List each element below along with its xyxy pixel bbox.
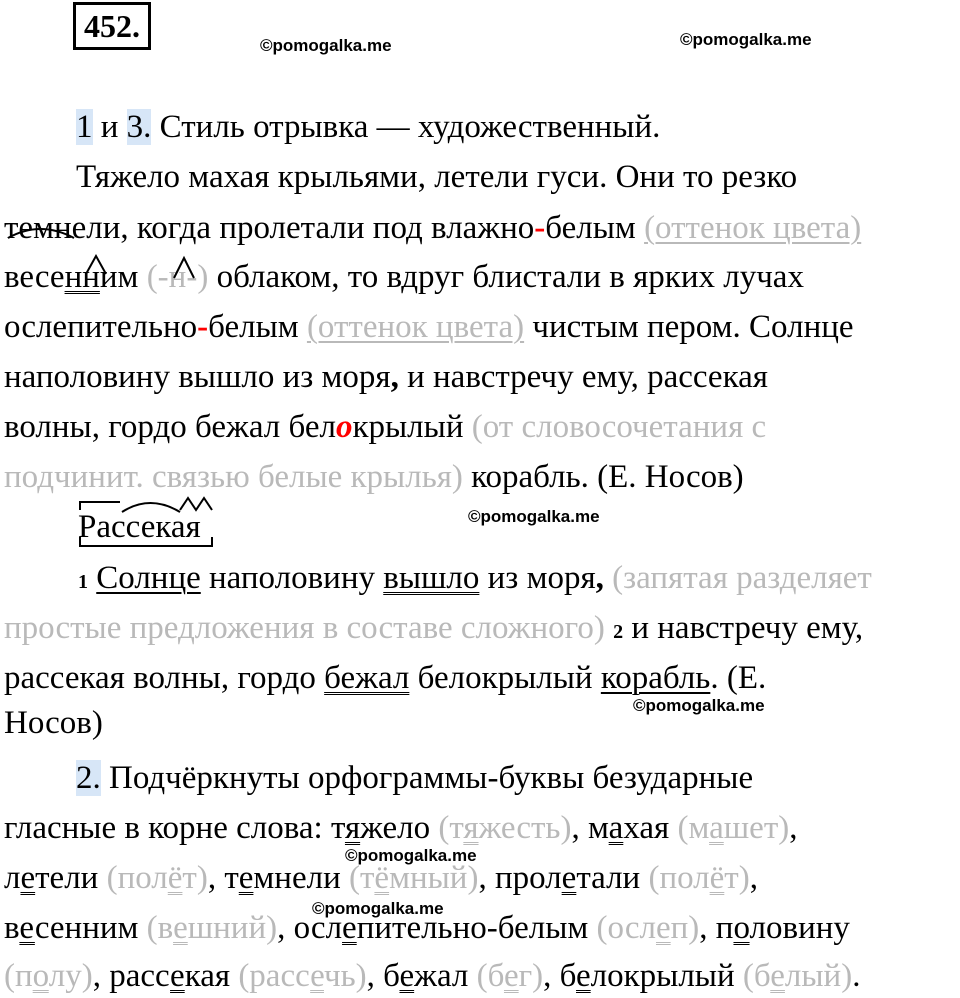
- text: весе: [4, 259, 65, 295]
- text-fragment: жесть): [478, 810, 572, 846]
- prefix-mark: [80, 502, 120, 510]
- text-fragment: е: [770, 958, 785, 994]
- text-fragment: е: [173, 910, 188, 946]
- text-fragment: (п: [4, 958, 33, 994]
- explanation: (-н-): [146, 259, 209, 295]
- syntax-line: Носов): [4, 705, 103, 741]
- text-fragment: т: [224, 860, 239, 896]
- text-fragment: ловину: [749, 910, 850, 946]
- text-fragment: я: [463, 810, 479, 846]
- task-marker: 2.: [76, 760, 101, 796]
- vowel-mark: е: [342, 910, 357, 946]
- clause-number: 2: [613, 621, 624, 643]
- text: и навстречу ему,: [623, 610, 864, 646]
- text-fragment: ё: [374, 860, 390, 896]
- text-fragment: мнели: [253, 860, 341, 896]
- comma-mark: ,: [595, 560, 604, 596]
- text-fragment: м: [587, 810, 609, 846]
- text-fragment: расс: [109, 958, 171, 994]
- text-fragment: лу): [48, 958, 93, 994]
- orthography-line: [4, 956, 860, 996]
- text-fragment: .: [852, 958, 861, 994]
- text-fragment: ,: [571, 810, 588, 846]
- text: рассекая волны, гордо: [4, 660, 325, 696]
- text: гласные в корне слова:: [4, 810, 331, 846]
- text-fragment: ,: [366, 958, 384, 994]
- syntax-line: [78, 558, 872, 602]
- root-arc: [8, 229, 74, 238]
- text: . (Е.: [710, 660, 767, 696]
- hyphen-mark: -: [534, 210, 546, 246]
- subject: корабль: [600, 660, 711, 696]
- watermark: ©pomogalka.me: [312, 899, 444, 918]
- watermark: ©pomogalka.me: [633, 696, 765, 715]
- text-fragment: а: [709, 810, 724, 846]
- text: Стиль отрывка — художественный.: [151, 109, 661, 145]
- text: им: [99, 259, 147, 295]
- text: крылый: [352, 409, 472, 445]
- text-fragment: шний): [187, 910, 278, 946]
- text: наполовину: [200, 560, 384, 596]
- text: наполовину вышло из моря: [4, 359, 391, 395]
- watermark: ©pomogalka.me: [345, 846, 477, 865]
- text-fragment: ,: [543, 958, 560, 994]
- explanation: (оттенок цвета): [644, 210, 862, 246]
- spelling-mark: нн: [64, 259, 100, 295]
- text-fragment: е: [310, 958, 324, 994]
- text-fragment: (б: [468, 958, 504, 994]
- text-fragment: т): [182, 860, 208, 896]
- explanation: (оттенок цвета): [306, 309, 525, 345]
- text-fragment: т: [330, 810, 345, 846]
- text-fragment: п: [715, 910, 734, 946]
- text-fragment: о: [32, 958, 49, 994]
- syntax-line: [4, 608, 863, 652]
- text-fragment: прол: [494, 860, 562, 896]
- text-fragment: б: [383, 958, 400, 994]
- text-fragment: е: [503, 958, 519, 994]
- text: белым: [545, 210, 645, 246]
- text-fragment: осл: [293, 910, 343, 946]
- suffix-mark: [86, 256, 106, 274]
- text-fragment: жал: [414, 958, 469, 994]
- text: чистым пером. Солнце: [524, 309, 854, 345]
- explanation: (запятая разделяет: [603, 560, 872, 596]
- vowel-mark: о: [733, 910, 750, 946]
- text-fragment: (в: [138, 910, 174, 946]
- text-fragment: в: [4, 910, 20, 946]
- text-fragment: ,: [749, 860, 758, 896]
- explanation: (от словосочетания с: [471, 409, 767, 445]
- text-fragment: лый): [784, 958, 853, 994]
- text-fragment: тели: [35, 860, 99, 896]
- text-fragment: ,: [92, 958, 110, 994]
- comma-mark: ,: [390, 359, 399, 395]
- text-fragment: ё: [167, 860, 183, 896]
- exercise-number: 452.: [73, 2, 151, 50]
- root-arc: [122, 503, 180, 512]
- text-fragment: л: [4, 860, 21, 896]
- text-fragment: (м: [669, 810, 710, 846]
- predicate: бежал: [324, 660, 410, 696]
- text-fragment: п): [670, 910, 700, 946]
- task-marker: 1: [76, 109, 93, 145]
- text: темнели, когда пролетали под влажно: [4, 210, 535, 246]
- orthography-line: [4, 808, 797, 848]
- stem-bracket: [80, 537, 212, 546]
- text: из моря: [479, 560, 596, 596]
- subject: Солнце: [96, 560, 201, 596]
- vowel-mark: е: [561, 860, 577, 896]
- text-fragment: г): [518, 958, 544, 994]
- text-fragment: ,: [789, 810, 798, 846]
- text-fragment: (пол: [640, 860, 710, 896]
- text-fragment: ,: [277, 910, 294, 946]
- text-fragment: т): [724, 860, 750, 896]
- predicate: вышло: [383, 560, 480, 596]
- watermark: ©pomogalka.me: [468, 507, 600, 526]
- text-fragment: шет): [723, 810, 790, 846]
- vowel-mark: е: [576, 958, 591, 994]
- text: белокрылый: [409, 660, 601, 696]
- text-fragment: (т: [340, 860, 375, 896]
- text-fragment: локрылый: [590, 958, 735, 994]
- task-marker: 3.: [126, 109, 152, 145]
- text: Подчёркнуты орфограммы-буквы безударные: [100, 760, 754, 796]
- text-fragment: ё: [709, 860, 725, 896]
- watermark: ©pomogalka.me: [260, 36, 392, 55]
- orthography-line: [4, 858, 758, 898]
- morphemic-parse-word: Рассекая: [78, 509, 201, 545]
- text-line: Тяжело махая крыльями, летели гуси. Они то резко: [76, 159, 798, 195]
- hyphen-mark: -: [197, 309, 209, 345]
- text-fragment: хая: [623, 810, 670, 846]
- text-fragment: (расс: [230, 958, 311, 994]
- explanation: подчинит. связью белые крылья): [4, 459, 463, 495]
- clause-number: 1: [78, 571, 88, 593]
- vowel-mark: а: [608, 810, 624, 846]
- text: и навстречу ему, рассекая: [398, 359, 768, 395]
- text-fragment: сенним: [34, 910, 139, 946]
- text-fragment: (б: [734, 958, 771, 994]
- vowel-mark: я: [344, 810, 361, 846]
- suffix-mark: [174, 258, 194, 278]
- text-fragment: (осл: [588, 910, 656, 946]
- vowel-mark: е: [399, 958, 415, 994]
- vowel-mark: е: [170, 958, 185, 994]
- orthography-line: [4, 908, 850, 948]
- watermark: ©pomogalka.me: [680, 30, 812, 49]
- answer-paragraph-2: [76, 758, 753, 798]
- text: ослепительно: [4, 309, 198, 345]
- text-fragment: кая: [184, 958, 231, 994]
- connecting-vowel: о: [335, 409, 353, 445]
- explanation: простые предложения в составе сложного): [4, 610, 605, 646]
- text-fragment: чь): [323, 958, 367, 994]
- text-fragment: (пол: [98, 860, 168, 896]
- text: волны, гордо бежал бел: [4, 409, 336, 445]
- suffix-mark: [180, 498, 212, 510]
- text-fragment: е: [655, 910, 671, 946]
- text-fragment: тали: [576, 860, 641, 896]
- text: и: [92, 109, 127, 145]
- vowel-mark: е: [238, 860, 254, 896]
- text: белым: [208, 309, 307, 345]
- syntax-line: [4, 658, 766, 698]
- text-fragment: жело: [360, 810, 431, 846]
- text-fragment: пительно-белым: [356, 910, 589, 946]
- text-fragment: (т: [430, 810, 464, 846]
- text-fragment: ,: [478, 860, 495, 896]
- vowel-mark: е: [19, 910, 35, 946]
- vowel-mark: е: [20, 860, 36, 896]
- text-fragment: ,: [207, 860, 225, 896]
- text-fragment: б: [559, 958, 577, 994]
- text-fragment: мный): [389, 860, 479, 896]
- text: облаком, то вдруг блистали в ярких лучах: [208, 259, 804, 295]
- text: корабль. (Е. Носов): [462, 459, 744, 495]
- text-fragment: ,: [699, 910, 716, 946]
